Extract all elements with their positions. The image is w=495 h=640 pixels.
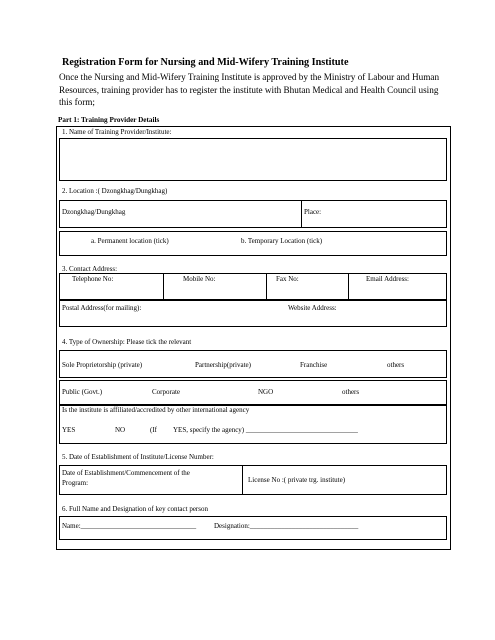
specify-agency-field[interactable]: YES, specify the agency) ________________________________ xyxy=(173,426,358,434)
affiliation-question: Is the institute is affiliated/accredited by other international agency xyxy=(62,406,250,414)
s4-label: 4. Type of Ownership: Please tick the relevant xyxy=(62,338,192,346)
corporate-option[interactable]: Corporate xyxy=(152,388,180,396)
partnership-option[interactable]: Partnership(private) xyxy=(195,361,251,369)
date-establishment-label-1: Date of Establishment/Commencement of the xyxy=(62,469,190,477)
designation-field[interactable]: Designation:_______________________________ xyxy=(214,522,359,530)
website-label: Website Address: xyxy=(288,304,337,312)
s3-label: 3. Contact Address: xyxy=(62,265,118,273)
yes-option[interactable]: YES xyxy=(62,426,76,434)
s6-label: 6. Full Name and Designation of key contact person xyxy=(62,505,208,513)
if-label: (If xyxy=(150,426,157,434)
fax-label: Fax No: xyxy=(276,275,299,283)
email-label: Email Address: xyxy=(366,275,409,283)
others-option-1[interactable]: others xyxy=(387,361,405,369)
date-establishment-label-2: Program: xyxy=(62,479,89,487)
name-field[interactable]: Name:_________________________________ xyxy=(62,522,197,530)
ownership-row2 xyxy=(59,380,447,405)
ngo-option[interactable]: NGO xyxy=(258,388,274,396)
no-option[interactable]: NO xyxy=(115,426,126,434)
permanent-location-option[interactable]: a. Permanent location (tick) xyxy=(91,237,169,245)
postal-label: Postal Address(for mailing): xyxy=(62,304,142,312)
dzongkhag-label: Dzongkhag/Dungkhag xyxy=(62,208,126,216)
sole-proprietorship-option[interactable]: Sole Proprietorship (private) xyxy=(62,361,143,369)
mobile-label: Mobile No: xyxy=(183,275,216,283)
public-govt-option[interactable]: Public (Govt.) xyxy=(62,388,103,396)
temporary-location-option[interactable]: b. Temporary Location (tick) xyxy=(241,237,323,245)
s1-label: 1. Name of Training Provider/Institute: xyxy=(62,128,172,136)
telephone-label: Telephone No: xyxy=(72,275,114,283)
provider-name-field[interactable] xyxy=(59,138,447,181)
license-label: License No :( private trg. institute) xyxy=(248,476,346,484)
s5-label: 5. Date of Establishment of Institute/License Number: xyxy=(62,453,214,461)
others-option-2[interactable]: others xyxy=(342,388,360,396)
part1-heading: Part 1: Training Provider Details xyxy=(58,116,160,124)
s2-label: 2. Location :( Dzongkhag/Dungkhag) xyxy=(62,187,168,195)
place-label: Place: xyxy=(304,208,322,216)
franchise-option[interactable]: Franchise xyxy=(300,361,328,369)
intro-paragraph: Once the Nursing and Mid-Wifery Training Institute is approved by the Ministry of Labour and Human Resources, training provider has to register the institute with Bhutan Medical and Health Council using this form; xyxy=(59,72,440,108)
form-title: Registration Form for Nursing and Mid-Wifery Training Institute xyxy=(62,57,349,68)
